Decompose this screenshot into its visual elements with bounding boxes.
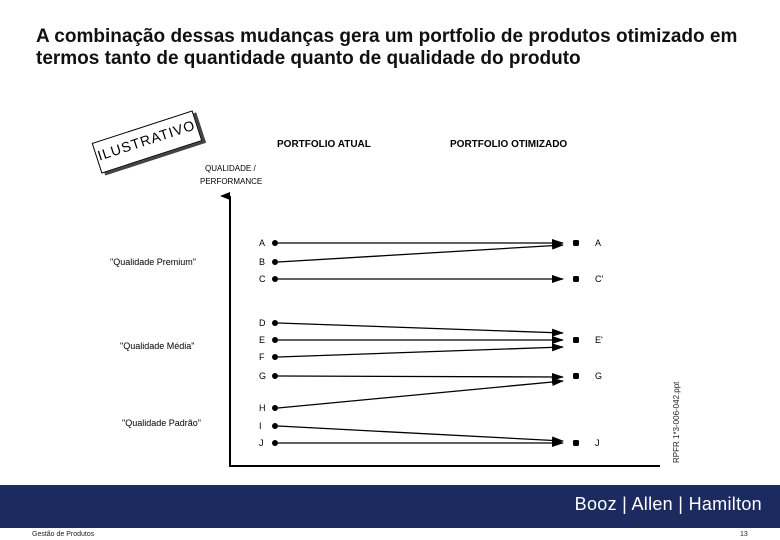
group-label-premium: "Qualidade Premium" — [110, 257, 196, 267]
right-product-a: A — [595, 238, 602, 248]
right-product-g: G — [595, 371, 603, 381]
left-dot-a — [272, 240, 278, 246]
right-product-c-prime: C' — [595, 274, 604, 284]
left-dot-b — [272, 259, 278, 265]
right-product-e-prime: E' — [595, 335, 603, 345]
right-dot-c-prime — [573, 276, 579, 282]
right-dot-g — [573, 373, 579, 379]
arrow-f — [278, 347, 563, 357]
stamp-text: ILUSTRATIVO — [95, 116, 198, 164]
axis-label-quality: QUALIDADE / — [205, 164, 256, 173]
group-label-standard: "Qualidade Padrão" — [122, 418, 201, 428]
right-dot-e-prime — [573, 337, 579, 343]
left-product-b: B — [259, 257, 266, 267]
left-dot-j — [272, 440, 278, 446]
file-reference: RPFR 1*3-006-042.ppt — [672, 381, 681, 463]
left-dot-h — [272, 405, 278, 411]
header-optimized-portfolio: PORTFOLIO OTIMIZADO — [450, 139, 568, 150]
left-dot-g — [272, 373, 278, 379]
left-product-a: A — [259, 238, 266, 248]
arrow-h — [278, 381, 563, 408]
arrow-d — [278, 323, 563, 333]
arrow-g — [278, 376, 563, 377]
left-product-i: I — [259, 421, 262, 431]
arrow-i — [278, 426, 563, 441]
left-product-c: C — [259, 274, 266, 284]
left-product-g: G — [259, 371, 267, 381]
left-product-f: F — [259, 352, 265, 362]
left-product-h: H — [259, 403, 266, 413]
footer-bar — [0, 485, 780, 528]
page-number: 13 — [740, 531, 748, 538]
page-title: A combinação dessas mudanças gera um portfolio de produtos otimizado em termos tanto de quantidade quanto de qualidade do produto — [36, 26, 738, 69]
axis-label-performance: PERFORMANCE — [200, 177, 263, 186]
right-dot-j — [573, 440, 579, 446]
arrow-b — [278, 245, 563, 262]
group-label-medium: "Qualidade Média" — [120, 341, 195, 351]
right-dot-a — [573, 240, 579, 246]
right-product-j: J — [595, 438, 600, 448]
left-product-e: E — [259, 335, 266, 345]
left-product-d: D — [259, 318, 266, 328]
left-dot-i — [272, 423, 278, 429]
left-dot-e — [272, 337, 278, 343]
footer-section-name: Gestão de Produtos — [32, 531, 95, 538]
left-dot-f — [272, 354, 278, 360]
brand-logo: Booz | Allen | Hamilton — [574, 494, 762, 514]
left-product-j: J — [259, 438, 264, 448]
header-current-portfolio: PORTFOLIO ATUAL — [277, 139, 371, 150]
left-dot-d — [272, 320, 278, 326]
left-dot-c — [272, 276, 278, 282]
